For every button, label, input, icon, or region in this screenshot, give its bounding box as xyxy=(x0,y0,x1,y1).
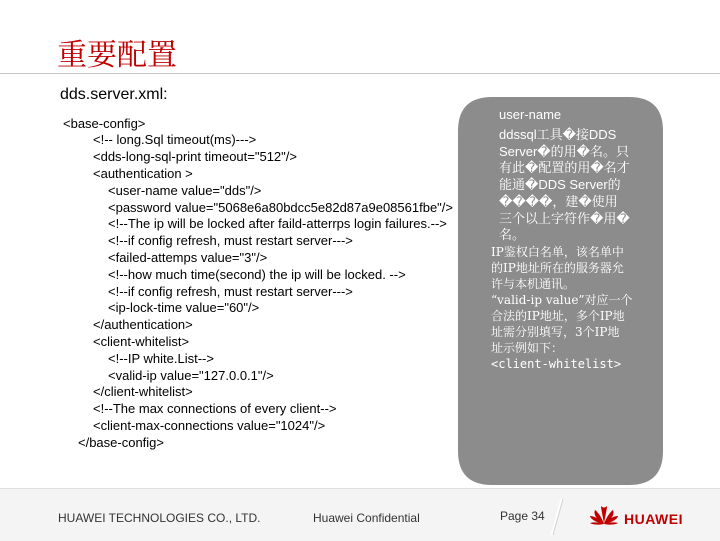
slide-footer xyxy=(0,488,720,541)
footer-confidential: Huawei Confidential xyxy=(313,511,420,525)
callout-line: <client-whitelist> xyxy=(491,357,622,371)
callout-line: IP鉴权白名单，该名单中 xyxy=(491,245,624,259)
callout-line: ddssql工具�接DDS xyxy=(499,127,617,142)
code-line: <password value="5068e6a80bdcc5e82d87a9e08561fbe"/> xyxy=(108,200,453,215)
callout-line: 的IP地址所在的服务器允 xyxy=(491,261,624,275)
code-line: <client-whitelist> xyxy=(93,334,190,349)
code-line: <!--how much time(second) the ip will be locked. --> xyxy=(108,267,406,282)
code-line: <valid-ip value="127.0.0.1"/> xyxy=(108,368,274,383)
huawei-logo-text: HUAWEI xyxy=(624,511,683,527)
code-line: <!-- long.Sql timeout(ms)---> xyxy=(93,132,257,147)
footer-company: HUAWEI TECHNOLOGIES CO., LTD. xyxy=(58,511,261,525)
callout-line: 三个以上字符作�用� xyxy=(499,211,630,226)
file-name-label: dds.server.xml: xyxy=(60,86,168,103)
annotation-callout xyxy=(458,97,663,485)
callout-line: 许与本机通讯。 xyxy=(491,277,576,291)
code-line: <!--if config refresh, must restart server---> xyxy=(108,233,353,248)
code-line: </base-config> xyxy=(78,435,165,450)
code-line: <!--if config refresh, must restart server---> xyxy=(108,284,353,299)
code-line: <ip-lock-time value="60"/> xyxy=(108,300,260,315)
callout-line: user-name xyxy=(499,107,562,122)
code-line: <authentication > xyxy=(93,166,193,181)
callout-line: ����，建�使用 xyxy=(499,194,618,209)
code-line: <user-name value="dds"/> xyxy=(108,183,262,198)
code-line: <!--IP white.List--> xyxy=(108,351,214,366)
code-line: <dds-long-sql-print timeout="512"/> xyxy=(93,149,297,164)
code-line: <failed-attemps value="3"/> xyxy=(108,250,268,265)
code-line: <!--The ip will be locked after faild-atterrps login failures.--> xyxy=(108,216,447,231)
code-line: </authentication> xyxy=(93,317,193,332)
callout-line: 址需分别填写，3个IP地 xyxy=(491,325,620,339)
callout-line: “valid-ip value”对应一个 xyxy=(491,293,633,307)
callout-line: Server�的用�名。只 xyxy=(499,144,629,159)
callout-line: 能通�DDS Server的 xyxy=(499,177,621,192)
footer-slash-decoration xyxy=(548,497,568,537)
slide-title: 重要配置 xyxy=(57,38,177,73)
code-line: <base-config> xyxy=(63,116,146,131)
callout-line: 名。 xyxy=(499,227,526,242)
code-line: <!--The max connections of every client--> xyxy=(93,401,337,416)
title-divider xyxy=(0,73,720,74)
callout-line: 址示例如下： xyxy=(491,341,564,355)
code-line: <client-max-connections value="1024"/> xyxy=(93,418,326,433)
code-line: </client-whitelist> xyxy=(93,384,193,399)
callout-line: 合法的IP地址，多个IP地 xyxy=(491,309,625,323)
callout-line: 有此�配置的用�名才 xyxy=(499,160,630,175)
page-number: Page 34 xyxy=(500,509,545,523)
